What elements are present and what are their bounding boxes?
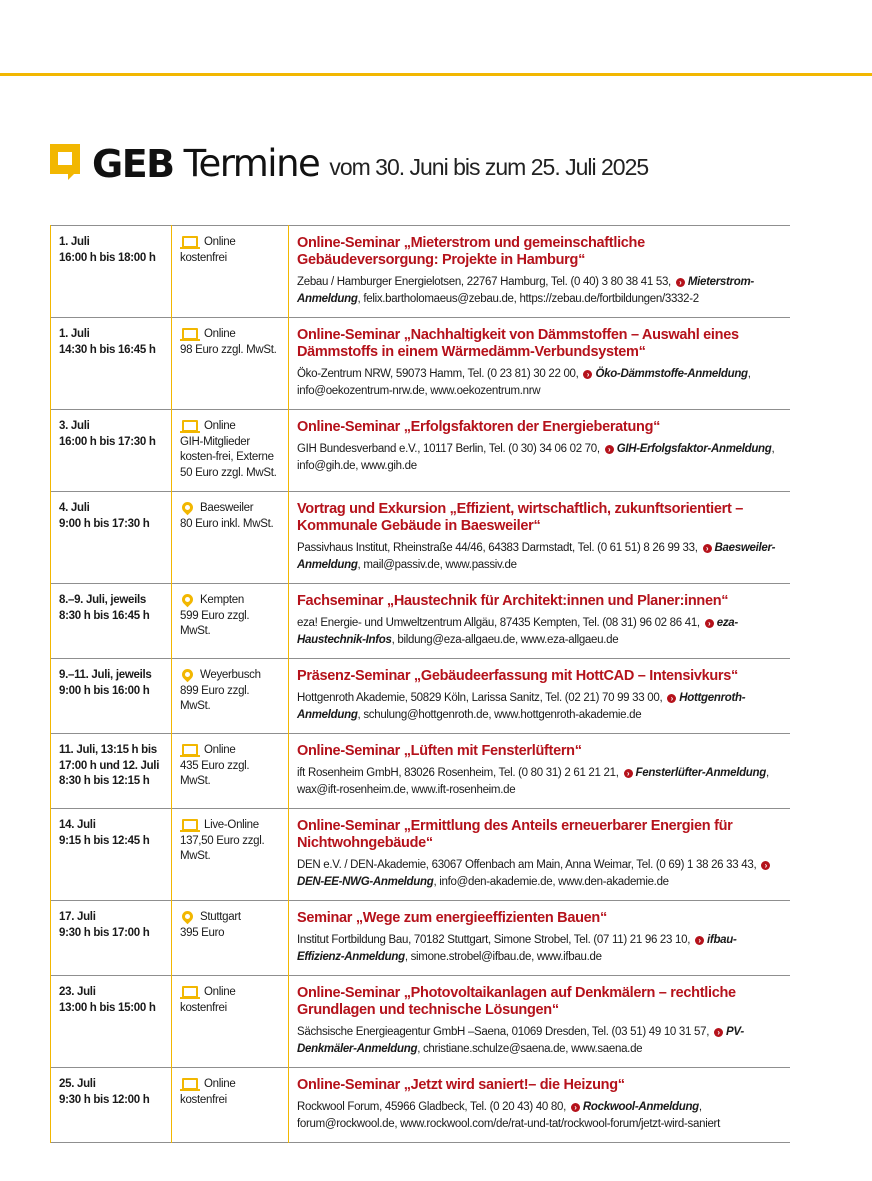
event-contact [297,857,782,890]
event-place: Online [204,236,236,248]
event-date-line: 3. Juli [59,420,90,432]
event-date [51,318,172,410]
event-contact-details: , mail@passiv.de, www.passiv.de [357,558,517,571]
event-contact [297,366,782,399]
event-place: Online [204,744,236,756]
registration-link[interactable]: Hottgenroth-Anmeldung [297,692,746,721]
event-row [51,318,791,410]
event-organizer: Sächsische Energieagentur GmbH –Saena, 01069 Dresden, Tel. (03 51) 49 10 31 57, [297,1026,710,1038]
event-row [51,734,791,809]
event-date [51,809,172,901]
event-date-line: 8.–9. Juli, jeweils [59,594,146,606]
event-info [289,901,791,976]
event-row [51,1068,791,1143]
event-date-line: 1. Juli [59,236,90,248]
event-info [289,734,791,809]
date-range-subtitle: vom 30. Juni bis zum 25. Juli 2025 [329,154,649,180]
event-contact [297,690,782,723]
event-price: GIH-Mitglieder kosten-frei, Externe 50 Euro zzgl. MwSt. [180,435,277,479]
event-location [172,584,289,659]
event-place: Baesweiler [200,502,254,514]
event-date [51,492,172,584]
event-row [51,410,791,492]
event-location [172,901,289,976]
event-date [51,659,172,734]
event-info [289,410,791,492]
laptop-icon [180,1078,200,1091]
event-price: kostenfrei [180,1001,227,1014]
event-place: Stuttgart [200,911,241,923]
event-title: Online-Seminar „Jetzt wird saniert!– die Heizung“ [297,1077,625,1093]
event-organizer: Institut Fortbildung Bau, 70182 Stuttgart, Simone Strobel, Tel. (07 11) 21 96 23 10, [297,934,691,946]
event-date [51,1068,172,1143]
arrow-right-icon: › [761,861,770,870]
event-time-line: 16:00 h bis 17:30 h [59,435,156,448]
laptop-icon [180,986,200,999]
event-location [172,492,289,584]
pin-icon [180,666,196,682]
event-contact [297,932,782,965]
event-organizer: Passivhaus Institut, Rheinstraße 44/46, 64383 Darmstadt, Tel. (0 61 51) 8 26 99 33, [297,542,698,554]
event-contact-details: , felix.bartholomaeus@zebau.de, https://zebau.de/fortbildungen/3332-2 [357,292,699,305]
event-title: Online-Seminar „Lüften mit Fensterlüftern“ [297,743,582,759]
event-time-line: 9:00 h bis 16:00 h [59,684,150,697]
event-time-line: 9:15 h bis 12:45 h [59,834,150,847]
event-date-line: 4. Juli [59,502,90,514]
laptop-icon [180,819,200,832]
event-contact [297,540,782,573]
event-organizer: eza! Energie- und Umweltzentrum Allgäu, 87435 Kempten, Tel. (08 31) 96 02 86 41, [297,617,700,629]
event-contact [297,1024,782,1057]
pin-icon [180,499,196,515]
event-place: Online [204,986,236,998]
arrow-right-icon: › [695,936,704,945]
event-info [289,659,791,734]
registration-link[interactable]: GIH-Erfolgsfaktor-Anmeldung [616,443,772,455]
event-price: 899 Euro zzgl. MwSt. [180,684,250,712]
event-organizer: Rockwool Forum, 45966 Gladbeck, Tel. (0 20 43) 40 80, [297,1101,566,1113]
event-price: 599 Euro zzgl. MwSt. [180,609,250,637]
arrow-right-icon: › [676,278,685,287]
event-info [289,584,791,659]
event-date-line: 17. Juli [59,911,96,923]
event-time-line: 14:30 h bis 16:45 h [59,343,156,356]
laptop-icon [180,236,200,249]
event-location [172,809,289,901]
page-header [50,136,648,184]
arrow-right-icon: › [583,370,592,379]
event-organizer: GIH Bundesverband e.V., 10117 Berlin, Tel. (0 30) 34 06 02 70, [297,443,600,455]
event-row [51,226,791,318]
event-date [51,901,172,976]
event-info [289,226,791,318]
event-contact [297,1099,782,1132]
event-organizer: Zebau / Hamburger Energielotsen, 22767 Hamburg, Tel. (0 40) 3 80 38 41 53, [297,276,671,288]
brand-name: GEB [92,142,174,186]
event-contact-details: , info@gih.de, www.gih.de [297,443,775,472]
arrow-right-icon: › [705,619,714,628]
event-price: 395 Euro [180,926,225,939]
event-date-line: 9.–11. Juli, jeweils [59,669,152,681]
event-title: Fachseminar „Haustechnik für Architekt:innen und Planer:innen“ [297,593,729,609]
arrow-right-icon: › [714,1028,723,1037]
event-location [172,659,289,734]
event-time-line: 9:00 h bis 17:30 h [59,517,150,530]
event-price: kostenfrei [180,251,227,264]
arrow-right-icon: › [667,694,676,703]
event-info [289,976,791,1068]
arrow-right-icon: › [624,769,633,778]
event-location [172,226,289,318]
event-price: 98 Euro zzgl. MwSt. [180,343,277,356]
event-time-line: 9:30 h bis 12:00 h [59,1093,150,1106]
laptop-icon [180,420,200,433]
event-price: 435 Euro zzgl. MwSt. [180,759,250,787]
event-title: Präsenz-Seminar „Gebäudeerfassung mit HottCAD – Intensivkurs“ [297,668,738,684]
event-location [172,1068,289,1143]
event-date [51,584,172,659]
event-row [51,584,791,659]
event-price: 137,50 Euro zzgl. MwSt. [180,834,265,862]
event-time-line: 17:00 h und 12. Juli [59,759,160,772]
registration-link[interactable]: Fensterlüfter-Anmeldung [635,767,766,779]
event-organizer: DEN e.V. / DEN-Akademie, 63067 Offenbach am Main, Anna Weimar, Tel. (0 69) 1 38 26 33 43, [297,859,757,871]
event-contact [297,765,782,798]
event-title: Online-Seminar „Photovoltaikanlagen auf Denkmälern – rechtliche Grundlagen und technische Lösungen“ [297,985,736,1018]
event-price: 80 Euro inkl. MwSt. [180,517,274,530]
event-contact [297,615,782,648]
event-row [51,901,791,976]
event-contact-details: , wax@ift-rosenheim.de, www.ift-rosenheim.de [297,767,769,796]
event-title: Seminar „Wege zum energieeffizienten Bauen“ [297,910,607,926]
event-time-line: 16:00 h bis 18:00 h [59,251,156,264]
registration-link[interactable]: Öko-Dämmstoffe-Anmeldung [595,368,748,380]
event-location [172,734,289,809]
event-time-line: 8:30 h bis 16:45 h [59,609,150,622]
registration-link[interactable]: Mieterstrom-Anmeldung [297,276,754,305]
laptop-icon [180,328,200,341]
arrow-right-icon: › [571,1103,580,1112]
events-table [50,225,790,1143]
event-contact [297,274,782,307]
event-place: Live-Online [204,819,259,831]
event-date-line: 25. Juli [59,1078,96,1090]
event-contact-details: , info@den-akademie.de, www.den-akademie.de [433,875,669,888]
event-row [51,809,791,901]
event-contact-details: , schulung@hottgenroth.de, www.hottgenroth-akademie.de [357,708,642,721]
event-organizer: Öko-Zentrum NRW, 59073 Hamm, Tel. (0 23 81) 30 22 00, [297,368,579,380]
pin-icon [180,591,196,607]
registration-link[interactable]: DEN-EE-NWG-Anmeldung [297,875,434,888]
pin-icon [180,908,196,924]
registration-link[interactable]: ifbau-Effizienz-Anmeldung [297,934,737,963]
event-time-line: 9:30 h bis 17:00 h [59,926,150,939]
arrow-right-icon: › [703,544,712,553]
event-row [51,659,791,734]
arrow-right-icon: › [605,445,614,454]
event-row [51,976,791,1068]
event-date-line: 11. Juli, 13:15 h bis [59,744,157,756]
laptop-icon [180,744,200,757]
event-contact-details: , forum@rockwool.de, www.rockwool.com/de/rat-und-tat/rockwool-forum/jetzt-wird-saniert [297,1101,720,1130]
event-date-line: 23. Juli [59,986,96,998]
event-location [172,318,289,410]
event-info [289,492,791,584]
event-date [51,976,172,1068]
registration-link[interactable]: eza-Haustechnik-Infos [297,617,738,646]
event-time-line-extra: 8:30 h bis 12:15 h [59,775,150,787]
event-date-line: 1. Juli [59,328,90,340]
event-row [51,492,791,584]
registration-link[interactable]: PV-Denkmäler-Anmeldung [297,1026,744,1055]
event-price: kostenfrei [180,1093,227,1106]
top-rule [0,73,872,76]
event-info [289,1068,791,1143]
event-time-line: 13:00 h bis 15:00 h [59,1001,156,1014]
event-place: Online [204,328,236,340]
event-organizer: ift Rosenheim GmbH, 83026 Rosenheim, Tel. (0 80 31) 2 61 21 21, [297,767,619,779]
event-title: Vortrag und Exkursion „Effizient, wirtschaftlich, zukunftsorientiert – Kommunale Gebäude in Baesweiler“ [297,501,744,534]
event-date [51,410,172,492]
event-place: Online [204,1078,236,1090]
event-location [172,976,289,1068]
event-contact-details: , info@oekozentrum-nrw.de, www.oekozentrum.nrw [297,368,751,397]
event-place: Kempten [200,594,244,606]
registration-link[interactable]: Baesweiler-Anmeldung [297,542,776,571]
event-place: Weyerbusch [200,669,261,681]
speech-bubble-logo-icon [50,140,82,180]
event-title: Online-Seminar „Mieterstrom und gemeinschaftliche Gebäudeversorgung: Projekte in Hamburg“ [297,235,645,268]
event-place: Online [204,420,236,432]
page-title: Termine [183,142,320,185]
event-contact-details: , christiane.schulze@saena.de, www.saena.de [417,1042,643,1055]
event-title: Online-Seminar „Erfolgsfaktoren der Energieberatung“ [297,419,661,435]
event-organizer: Hottgenroth Akademie, 50829 Köln, Larissa Sanitz, Tel. (02 21) 70 99 33 00, [297,692,663,704]
event-title: Online-Seminar „Ermittlung des Anteils erneuerbarer Energien für Nichtwohngebäude“ [297,818,733,851]
event-contact-details: , bildung@eza-allgaeu.de, www.eza-allgaeu.de [391,633,619,646]
event-info [289,809,791,901]
event-location [172,410,289,492]
registration-link[interactable]: Rockwool-Anmeldung [582,1101,699,1113]
event-contact-details: , simone.strobel@ifbau.de, www.ifbau.de [404,950,602,963]
event-date [51,734,172,809]
event-date [51,226,172,318]
event-date-line: 14. Juli [59,819,96,831]
event-title: Online-Seminar „Nachhaltigkeit von Dämmstoffen – Auswahl eines Dämmstoffs in einem Wärmedämm-Verbundsystem“ [297,327,739,360]
event-contact [297,441,782,474]
event-info [289,318,791,410]
